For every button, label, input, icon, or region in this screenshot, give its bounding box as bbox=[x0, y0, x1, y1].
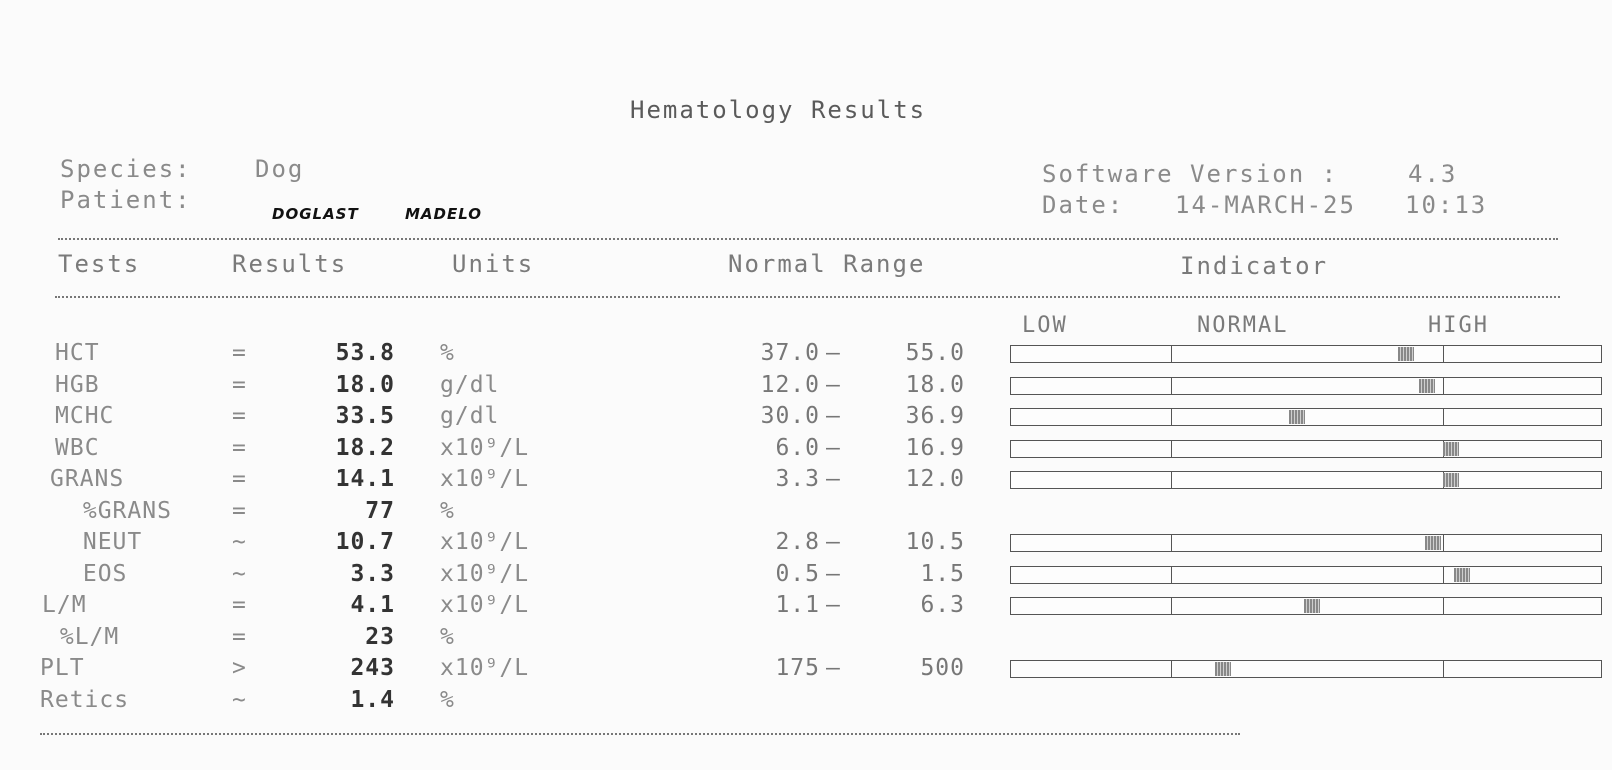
result-row bbox=[0, 372, 1612, 404]
range-low: 1.1 bbox=[775, 592, 820, 618]
date-label: Date: bbox=[1042, 191, 1125, 219]
low-normal-divider bbox=[1171, 661, 1172, 677]
range-dash: – bbox=[826, 655, 841, 681]
range-high: 55.0 bbox=[905, 340, 965, 366]
low-normal-divider bbox=[1171, 472, 1172, 488]
test-name: NEUT bbox=[68, 529, 143, 555]
result-unit: x10⁹/L bbox=[440, 655, 530, 681]
range-dash: – bbox=[826, 371, 841, 398]
patient-name-last: DOGLAST bbox=[272, 205, 359, 223]
comparison-operator: = bbox=[232, 434, 247, 461]
report-title: Hematology Results bbox=[630, 96, 927, 124]
indicator-bar bbox=[1010, 377, 1602, 395]
test-name: %L/M bbox=[45, 623, 120, 650]
date-value: 14-MARCH-25 bbox=[1175, 191, 1356, 219]
range-high: 1.5 bbox=[920, 560, 965, 587]
header-tests: Tests bbox=[58, 250, 141, 278]
header-top-rule bbox=[58, 238, 1558, 240]
result-row bbox=[0, 592, 1612, 624]
result-row bbox=[0, 498, 1612, 530]
time-value: 10:13 bbox=[1405, 191, 1488, 219]
range-high: 12.0 bbox=[905, 466, 965, 492]
range-low: 30.0 bbox=[760, 403, 820, 429]
range-high: 16.9 bbox=[905, 434, 965, 461]
footer-rule bbox=[40, 733, 1240, 735]
range-dash: – bbox=[826, 560, 841, 587]
result-unit: x10⁹/L bbox=[440, 592, 530, 618]
range-high: 10.5 bbox=[905, 529, 965, 555]
result-value: 23 bbox=[365, 623, 395, 650]
indicator-marker bbox=[1419, 379, 1435, 393]
result-value: 10.7 bbox=[335, 529, 395, 555]
result-row bbox=[0, 529, 1612, 561]
comparison-operator: = bbox=[232, 340, 247, 366]
result-unit: % bbox=[440, 686, 455, 713]
result-value: 77 bbox=[365, 497, 395, 524]
software-version-label: Software Version : bbox=[1042, 160, 1339, 188]
indicator-high-label: HIGH bbox=[1428, 313, 1489, 338]
test-name: EOS bbox=[68, 560, 128, 587]
comparison-operator: ~ bbox=[232, 560, 247, 587]
patient-label: Patient: bbox=[60, 186, 192, 214]
test-name: GRANS bbox=[50, 466, 125, 492]
indicator-bar bbox=[1010, 408, 1602, 426]
indicator-bar bbox=[1010, 534, 1602, 552]
test-name: L/M bbox=[42, 592, 87, 618]
result-value: 3.3 bbox=[350, 560, 395, 587]
indicator-bar bbox=[1010, 440, 1602, 458]
result-value: 18.2 bbox=[335, 434, 395, 461]
normal-high-divider bbox=[1443, 567, 1444, 583]
range-low: 175 bbox=[775, 655, 820, 681]
header-normal-range: Normal Range bbox=[728, 250, 926, 278]
range-high: 6.3 bbox=[920, 592, 965, 618]
result-value: 53.8 bbox=[335, 340, 395, 366]
comparison-operator: = bbox=[232, 623, 247, 650]
patient-name-first: MADELO bbox=[405, 205, 483, 223]
range-low: 3.3 bbox=[775, 466, 820, 492]
low-normal-divider bbox=[1171, 598, 1172, 614]
normal-high-divider bbox=[1443, 535, 1444, 551]
header-indicator: Indicator bbox=[1180, 252, 1329, 280]
indicator-marker bbox=[1443, 473, 1459, 487]
range-low: 37.0 bbox=[760, 340, 820, 366]
range-low: 12.0 bbox=[760, 371, 820, 398]
result-unit: x10⁹/L bbox=[440, 466, 530, 492]
range-high: 500 bbox=[920, 655, 965, 681]
normal-high-divider bbox=[1443, 378, 1444, 394]
result-row bbox=[0, 340, 1612, 372]
range-dash: – bbox=[826, 466, 841, 492]
normal-high-divider bbox=[1443, 661, 1444, 677]
range-low: 0.5 bbox=[775, 560, 820, 587]
comparison-operator: ~ bbox=[232, 686, 247, 713]
indicator-marker bbox=[1215, 662, 1231, 676]
comparison-operator: = bbox=[232, 497, 247, 524]
header-units: Units bbox=[452, 250, 535, 278]
indicator-marker bbox=[1454, 568, 1470, 582]
result-unit: % bbox=[440, 340, 455, 366]
result-unit: x10⁹/L bbox=[440, 529, 530, 555]
result-value: 1.4 bbox=[350, 686, 395, 713]
result-row bbox=[0, 403, 1612, 435]
low-normal-divider bbox=[1171, 567, 1172, 583]
range-high: 18.0 bbox=[905, 371, 965, 398]
result-row bbox=[0, 624, 1612, 656]
range-dash: – bbox=[826, 529, 841, 555]
range-low: 6.0 bbox=[775, 434, 820, 461]
normal-high-divider bbox=[1443, 598, 1444, 614]
normal-high-divider bbox=[1443, 409, 1444, 425]
result-unit: g/dl bbox=[440, 403, 500, 429]
species-value: Dog bbox=[255, 155, 305, 183]
result-row bbox=[0, 435, 1612, 467]
indicator-bar bbox=[1010, 345, 1602, 363]
indicator-marker bbox=[1289, 410, 1305, 424]
range-low: 2.8 bbox=[775, 529, 820, 555]
range-dash: – bbox=[826, 592, 841, 618]
range-dash: – bbox=[826, 434, 841, 461]
low-normal-divider bbox=[1171, 409, 1172, 425]
species-label: Species: bbox=[60, 155, 192, 183]
software-version-value: 4.3 bbox=[1408, 160, 1458, 188]
low-normal-divider bbox=[1171, 378, 1172, 394]
result-unit: x10⁹/L bbox=[440, 560, 530, 587]
low-normal-divider bbox=[1171, 346, 1172, 362]
result-value: 14.1 bbox=[335, 466, 395, 492]
low-normal-divider bbox=[1171, 535, 1172, 551]
indicator-low-label: LOW bbox=[1022, 313, 1068, 338]
indicator-bar bbox=[1010, 566, 1602, 584]
result-row bbox=[0, 687, 1612, 719]
test-name: HGB bbox=[55, 371, 100, 398]
indicator-marker bbox=[1425, 536, 1441, 550]
comparison-operator: ~ bbox=[232, 529, 247, 555]
range-dash: – bbox=[826, 340, 841, 366]
indicator-normal-label: NORMAL bbox=[1197, 313, 1289, 338]
range-dash: – bbox=[826, 403, 841, 429]
test-name: WBC bbox=[55, 434, 100, 461]
test-name: %GRANS bbox=[68, 497, 172, 524]
result-unit: g/dl bbox=[440, 371, 500, 398]
normal-high-divider bbox=[1443, 346, 1444, 362]
test-name: MCHC bbox=[55, 403, 115, 429]
indicator-bar bbox=[1010, 471, 1602, 489]
result-row bbox=[0, 466, 1612, 498]
result-value: 18.0 bbox=[335, 371, 395, 398]
comparison-operator: = bbox=[232, 592, 247, 618]
result-value: 33.5 bbox=[335, 403, 395, 429]
low-normal-divider bbox=[1171, 441, 1172, 457]
result-row bbox=[0, 655, 1612, 687]
test-name: HCT bbox=[55, 340, 100, 366]
result-unit: x10⁹/L bbox=[440, 434, 530, 461]
comparison-operator: > bbox=[232, 655, 247, 681]
result-row bbox=[0, 561, 1612, 593]
header-results: Results bbox=[232, 250, 348, 278]
comparison-operator: = bbox=[232, 403, 247, 429]
test-name: PLT bbox=[40, 655, 85, 681]
indicator-marker bbox=[1443, 442, 1459, 456]
indicator-bar bbox=[1010, 660, 1602, 678]
comparison-operator: = bbox=[232, 466, 247, 492]
header-bottom-rule bbox=[55, 296, 1560, 298]
result-unit: % bbox=[440, 497, 455, 524]
result-value: 4.1 bbox=[350, 592, 395, 618]
indicator-marker bbox=[1398, 347, 1414, 361]
indicator-bar bbox=[1010, 597, 1602, 615]
indicator-marker bbox=[1304, 599, 1320, 613]
result-value: 243 bbox=[350, 655, 395, 681]
range-high: 36.9 bbox=[905, 403, 965, 429]
comparison-operator: = bbox=[232, 371, 247, 398]
test-name: Retics bbox=[40, 686, 130, 713]
result-unit: % bbox=[440, 623, 455, 650]
